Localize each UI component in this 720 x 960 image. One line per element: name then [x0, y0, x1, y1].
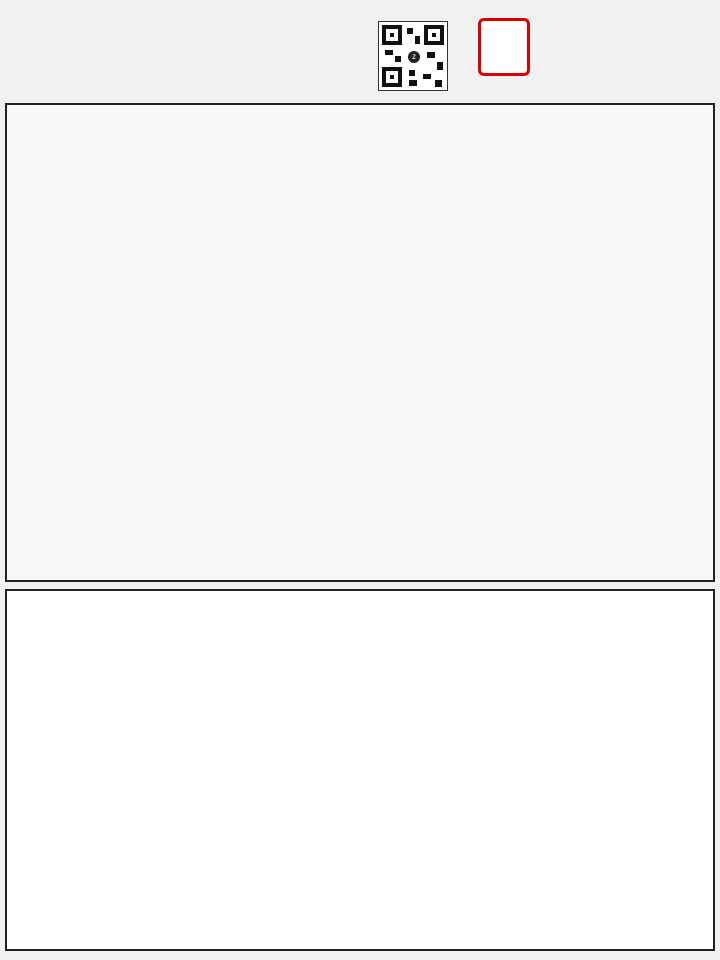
- brand-logo: [478, 8, 498, 59]
- pillars-panel: [5, 103, 715, 582]
- header: [12, 10, 15, 27]
- qr-code: [378, 21, 448, 91]
- qr-center-icon: z: [408, 51, 420, 63]
- annual-luck-grid: [5, 589, 715, 951]
